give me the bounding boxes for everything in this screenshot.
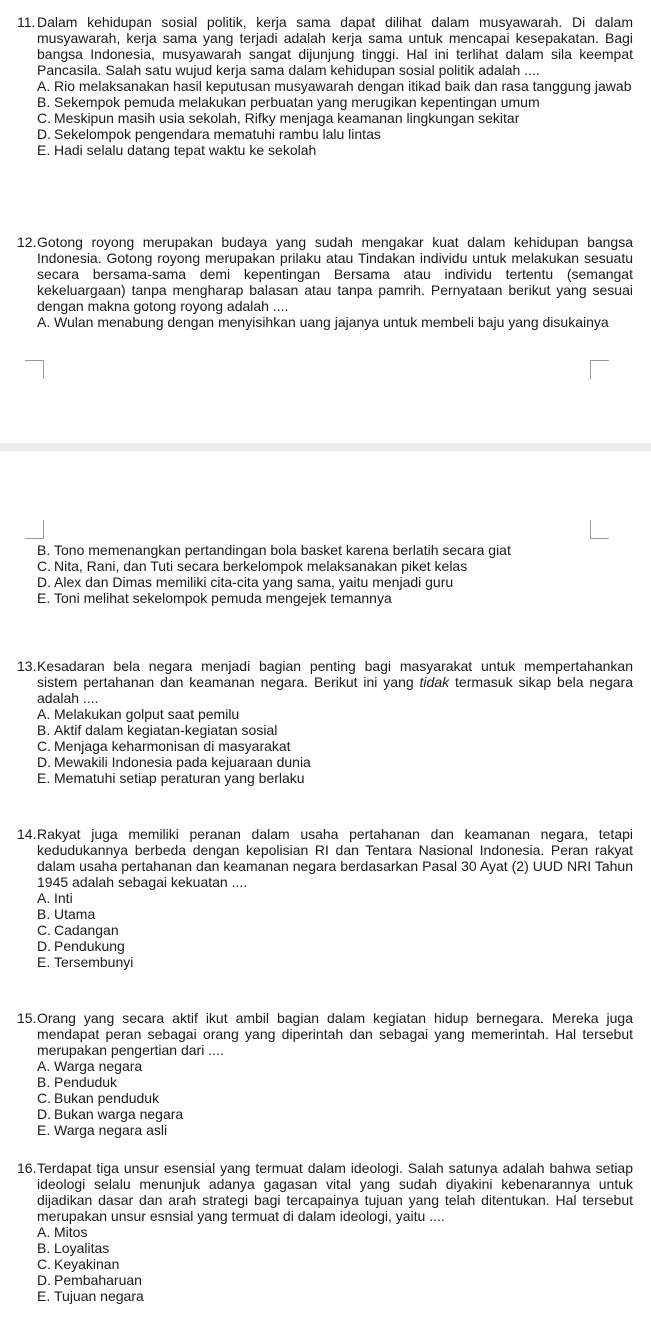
- question-stem: [17, 826, 633, 890]
- option-text: Bukan warga negara: [54, 1106, 184, 1122]
- option-letter: E.: [37, 590, 51, 606]
- option-a: [37, 314, 633, 330]
- question-text-part: Kesadaran bela negara menjadi bagian penting bagi masyarakat untuk mempertahankan sistem pertahanan dan keamanan negara. Berikut ini yang: [37, 658, 633, 690]
- option-c: [37, 110, 633, 126]
- question-text: Rakyat juga memiliki peranan dalam usaha pertahanan dan keamanan negara, tetapi kedudukannya berbeda dengan kepolisian RI dan Tentara Nasional Indonesia. Peran rakyat dalam usaha pertahanan dan keamanan negara berdasarkan Pasal 30 Ayat (2) UUD NRI Tahun 1945 adalah sebagai kekuatan ....: [37, 826, 633, 890]
- option-b: [37, 542, 633, 558]
- option-text: Rio melaksanakan hasil keputusan musyawarah dengan itikad baik dan rasa tanggung jawab: [54, 78, 632, 94]
- question-text: Orang yang secara aktif ikut ambil bagian dalam kegiatan hidup bernegara. Mereka juga mendapat peran sebagai orang yang diperintah dan sebagai yang memerintah. Hal tersebut merupakan pengertian dari ....: [37, 1010, 633, 1058]
- option-text: Toni melihat sekelompok pemuda mengejek temannya: [54, 590, 392, 606]
- option-a: [37, 78, 633, 94]
- question-number: 16.: [17, 1160, 37, 1176]
- option-letter: B.: [37, 906, 51, 922]
- option-text: Melakukan golput saat pemilu: [54, 706, 240, 722]
- option-letter: A.: [37, 314, 51, 330]
- option-text: Bukan penduduk: [54, 1090, 160, 1106]
- option-text: Mewakili Indonesia pada kejuaraan dunia: [54, 754, 311, 770]
- option-letter: C.: [37, 558, 51, 574]
- option-letter: E.: [37, 954, 51, 970]
- option-text: Tersembunyi: [54, 954, 134, 970]
- option-letter: B.: [37, 1074, 51, 1090]
- option-letter: B.: [37, 542, 51, 558]
- option-text: Penduduk: [54, 1074, 118, 1090]
- question-text: Terdapat tiga unsur esensial yang termuat dalam ideologi. Salah satunya adalah bahwa setiap ideologi selalu menunjuk adanya gagasan vital yang sudah diyakini kebenarannya untuk dijadikan dasar dan arah strategi bagi tercapainya tujuan yang telah ditentukan. Hal tersebut merupakan unsur esnsial yang termuat di dalam ideologi, yaitu ....: [37, 1160, 633, 1224]
- option-e: [37, 1122, 633, 1138]
- option-a: [37, 1058, 633, 1074]
- option-letter: E.: [37, 1288, 51, 1304]
- option-c: [37, 922, 633, 938]
- option-letter: A.: [37, 1058, 51, 1074]
- option-letter: D.: [37, 938, 51, 954]
- option-text: Hadi selalu datang tepat waktu ke sekolah: [54, 142, 317, 158]
- question-stem: [17, 1010, 633, 1058]
- option-letter: B.: [37, 722, 51, 738]
- option-text: Wulan menabung dengan menyisihkan uang jajanya untuk membeli baju yang disukainya: [54, 314, 609, 330]
- question-number: 11.: [17, 14, 36, 30]
- option-a: [37, 1224, 633, 1240]
- option-a: [37, 706, 633, 722]
- option-text: Menjaga keharmonisan di masyarakat: [54, 738, 291, 754]
- option-d: [37, 1106, 633, 1122]
- option-c: [37, 558, 633, 574]
- option-a: [37, 890, 633, 906]
- option-e: [37, 954, 633, 970]
- option-e: [37, 1288, 633, 1304]
- option-letter: C.: [37, 1256, 51, 1272]
- crop-mark: [590, 520, 609, 539]
- option-letter: D.: [37, 754, 51, 770]
- option-d: [37, 1272, 633, 1288]
- option-e: [37, 142, 633, 158]
- question-text: [37, 658, 633, 706]
- question-stem: [17, 658, 633, 706]
- option-letter: D.: [37, 1106, 51, 1122]
- option-c: [37, 1256, 633, 1272]
- page-divider: [0, 443, 651, 451]
- question-text-part: termasuk sikap bela negara adalah ....: [37, 674, 633, 706]
- question-stem: [17, 1160, 633, 1224]
- option-letter: E.: [37, 142, 51, 158]
- crop-mark: [25, 360, 44, 379]
- option-letter: C.: [37, 1090, 51, 1106]
- option-b: [37, 1240, 633, 1256]
- question-12-continued: [17, 542, 633, 606]
- option-letter: B.: [37, 94, 51, 110]
- option-letter: A.: [37, 706, 51, 722]
- option-letter: C.: [37, 110, 51, 126]
- question-stem: [17, 234, 633, 314]
- option-text: Mitos: [54, 1224, 88, 1240]
- question-number: 14.: [17, 826, 37, 842]
- option-d: [37, 754, 633, 770]
- option-letter: A.: [37, 78, 51, 94]
- option-text: Mematuhi setiap peraturan yang berlaku: [54, 770, 305, 786]
- option-letter: D.: [37, 1272, 51, 1288]
- option-text: Loyalitas: [54, 1240, 110, 1256]
- option-text: Alex dan Dimas memiliki cita-cita yang sama, yaitu menjadi guru: [54, 574, 454, 590]
- option-letter: C.: [37, 738, 51, 754]
- option-d: [37, 938, 633, 954]
- option-text: Tono memenangkan pertandingan bola basket karena berlatih secara giat: [54, 542, 511, 558]
- option-d: [37, 574, 633, 590]
- option-b: [37, 1074, 633, 1090]
- option-text: Warga negara asli: [54, 1122, 168, 1138]
- option-text: Sekelompok pengendara mematuhi rambu lalu lintas: [54, 126, 381, 142]
- option-letter: D.: [37, 574, 51, 590]
- question-15: [17, 1010, 633, 1138]
- option-letter: D.: [37, 126, 51, 142]
- question-number: 12.: [17, 234, 37, 250]
- option-letter: A.: [37, 1224, 51, 1240]
- option-text: Warga negara: [54, 1058, 143, 1074]
- option-b: [37, 94, 633, 110]
- question-11: [17, 14, 633, 158]
- question-16: [17, 1160, 633, 1304]
- option-text: Sekempok pemuda melakukan perbuatan yang merugikan kepentingan umum: [54, 94, 540, 110]
- option-text: Aktif dalam kegiatan-kegiatan sosial: [54, 722, 278, 738]
- option-c: [37, 738, 633, 754]
- option-text: Tujuan negara: [54, 1288, 144, 1304]
- question-number: 15.: [17, 1010, 37, 1026]
- option-text: Cadangan: [54, 922, 119, 938]
- option-text: Nita, Rani, dan Tuti secara berkelompok melaksanakan piket kelas: [54, 558, 468, 574]
- crop-mark: [25, 520, 44, 539]
- option-b: [37, 722, 633, 738]
- option-c: [37, 1090, 633, 1106]
- question-12: [17, 234, 633, 330]
- option-text: Utama: [54, 906, 96, 922]
- question-number: 13.: [17, 658, 37, 674]
- option-text: Pembaharuan: [54, 1272, 142, 1288]
- option-text: Meskipun masih usia sekolah, Rifky menjaga keamanan lingkungan sekitar: [54, 110, 520, 126]
- option-text: Keyakinan: [54, 1256, 120, 1272]
- question-text-emphasis: tidak: [419, 674, 450, 690]
- option-letter: B.: [37, 1240, 51, 1256]
- question-text: Dalam kehidupan sosial politik, kerja sama dapat dilihat dalam musyawarah. Di dalam musyawarah, kerja sama yang terjadi adalah kerja sama untuk mencapai kesepakatan. Bagi bangsa Indonesia, musyawarah sangat dijunjung tinggi. Hal ini terlihat dalam sila keempat Pancasila. Salah satu wujud kerja sama dalam kehidupan sosial politik adalah ....: [37, 14, 633, 78]
- crop-mark: [590, 360, 609, 379]
- question-14: [17, 826, 633, 970]
- option-letter: E.: [37, 1122, 51, 1138]
- option-b: [37, 906, 633, 922]
- question-text: Gotong royong merupakan budaya yang sudah mengakar kuat dalam kehidupan bangsa Indonesia. Gotong royong merupakan prilaku atau Tindakan individu untuk melakukan sesuatu secara bersama-sama demi kepentingan Bersama atau individu tertentu (semangat kekeluargaan) tanpa mengharap balasan atau tanpa pamrih. Pernyataan berikut yang sesuai dengan makna gotong royong adalah ....: [37, 234, 633, 314]
- option-text: Pendukung: [54, 938, 125, 954]
- question-stem: [17, 14, 633, 78]
- option-text: Inti: [54, 890, 73, 906]
- option-letter: C.: [37, 922, 51, 938]
- option-d: [37, 126, 633, 142]
- option-letter: E.: [37, 770, 51, 786]
- option-letter: A.: [37, 890, 51, 906]
- question-13: [17, 658, 633, 786]
- option-e: [37, 590, 633, 606]
- option-e: [37, 770, 633, 786]
